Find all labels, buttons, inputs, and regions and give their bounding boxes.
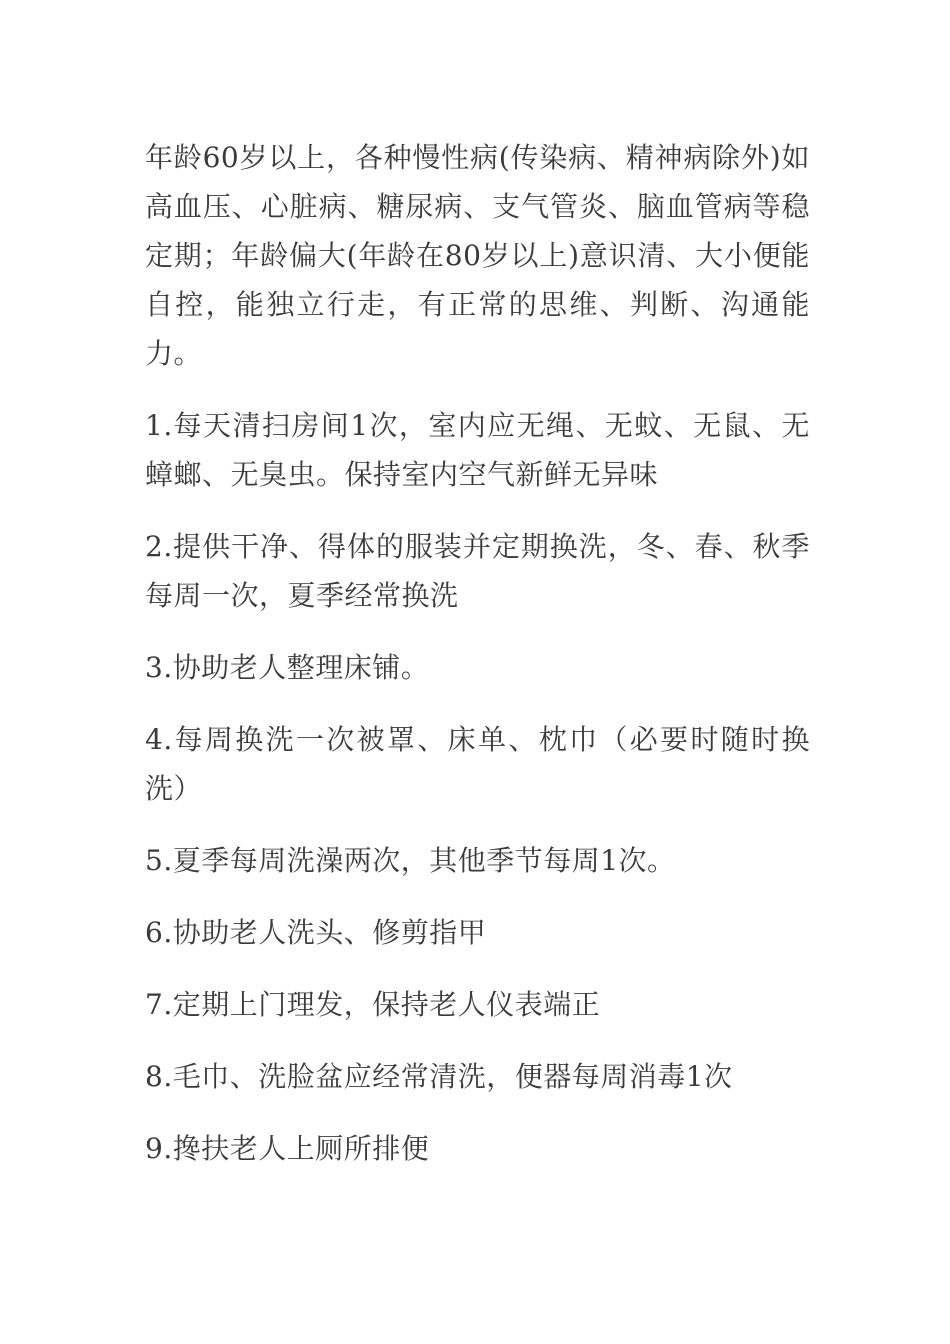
list-item-9: 9.搀扶老人上厕所排便 [145, 1132, 430, 1165]
document-page [145, 133, 810, 1196]
list-item-4: 4.每周换洗一次被罩、床单、枕巾（必要时随时换洗） [145, 723, 810, 805]
list-item-2: 2.提供干净、得体的服装并定期换洗，冬、春、秋季每周一次，夏季经常换洗 [145, 530, 810, 612]
list-item-3: 3.协助老人整理床铺。 [145, 651, 430, 684]
intro-paragraph: 年龄60岁以上，各种慢性病(传染病、精神病除外)如高血压、心脏病、糖尿病、支气管炎、脑血管病等稳定期；年龄偏大(年龄在80岁以上)意识清、大小便能自控，能独立行走，有正常的思维、判断、沟通能力。 [145, 141, 810, 370]
list-item-1: 1.每天清扫房间1次，室内应无绳、无蚊、无鼠、无蟑螂、无臭虫。保持室内空气新鲜无异味 [145, 409, 810, 491]
list-item-6: 6.协助老人洗头、修剪指甲 [145, 916, 487, 949]
list-item-7: 7.定期上门理发，保持老人仪表端正 [145, 988, 601, 1021]
list-item-5: 5.夏季每周洗澡两次，其他季节每周1次。 [145, 844, 676, 877]
list-item-8: 8.毛巾、洗脸盆应经常清洗，便器每周消毒1次 [145, 1060, 733, 1093]
